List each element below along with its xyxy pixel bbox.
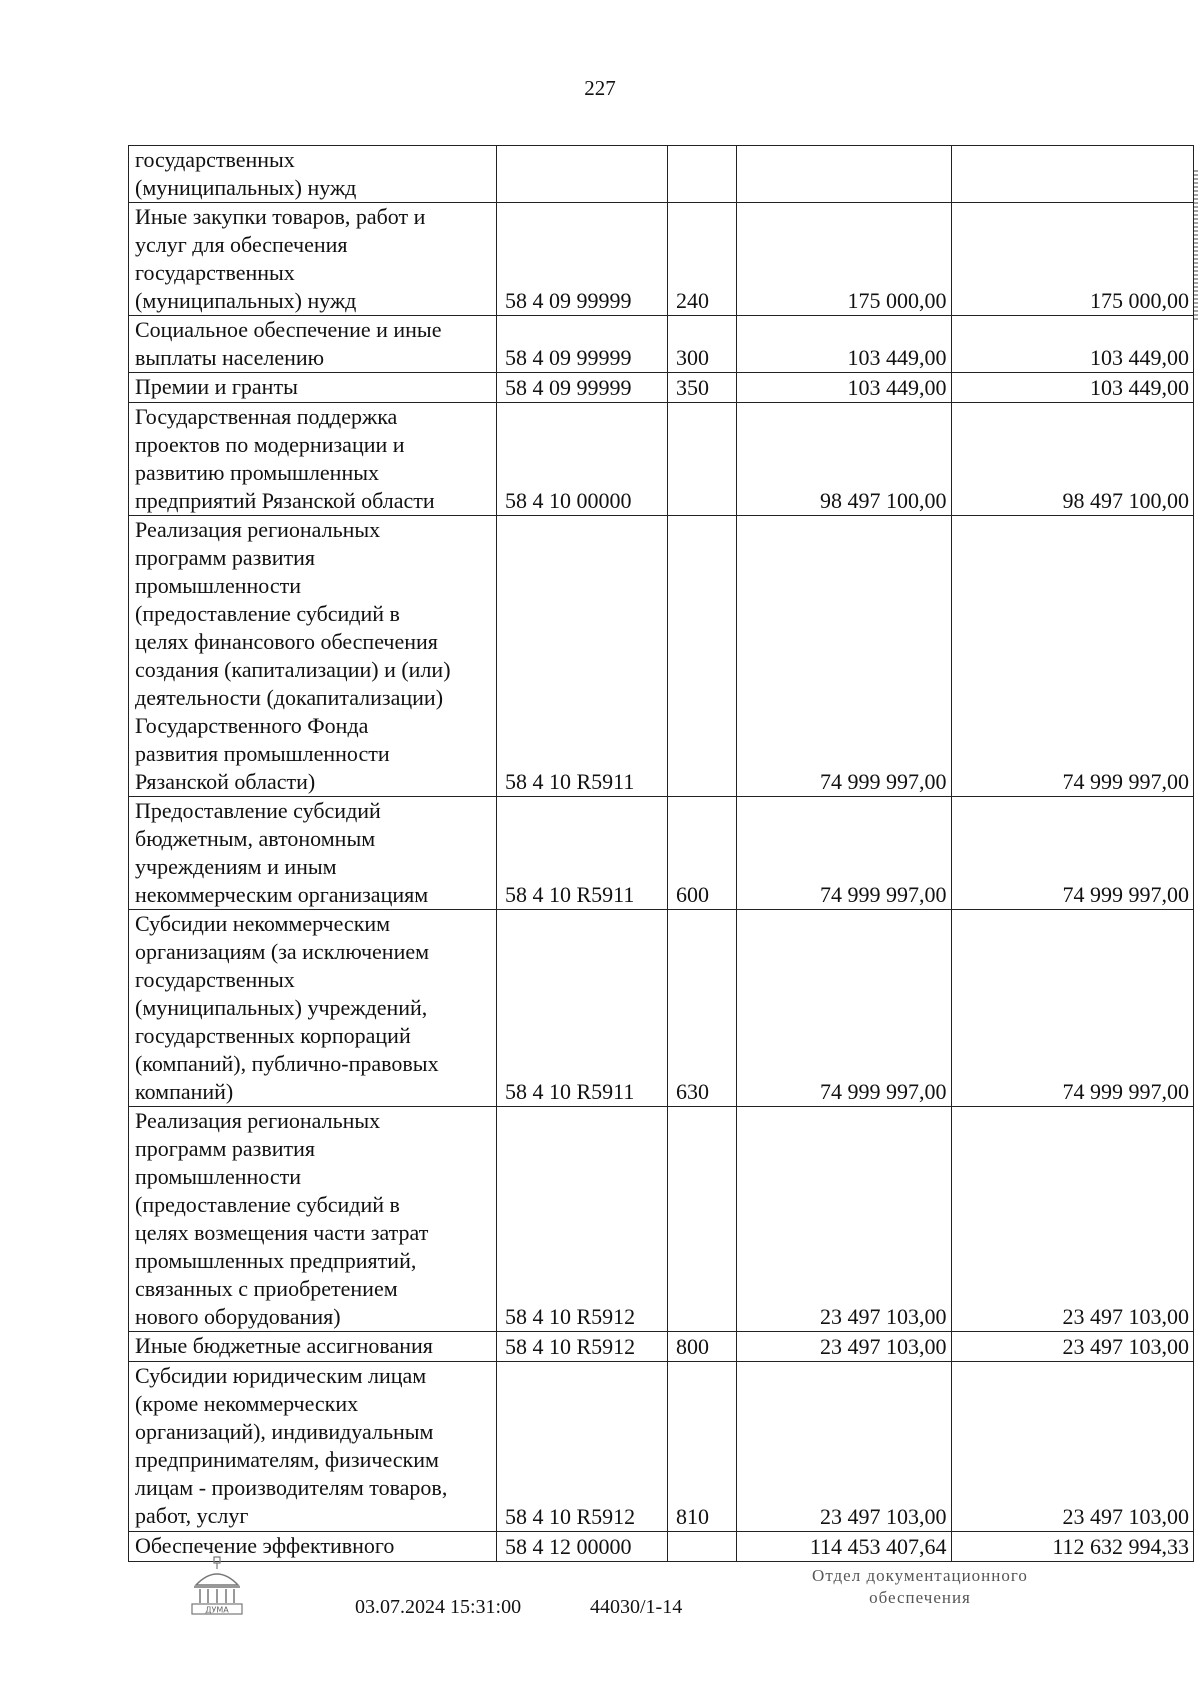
row-sum-2: 23 497 103,00 [951,1362,1193,1532]
row-code: 58 4 09 99999 [496,203,667,316]
row-name: Субсидии юридическим лицам (кроме некоммерческих организаций), индивидуальным предпринимателям, физическим лицам - производителям товаров, работ, услуг [129,1362,497,1532]
row-type: 800 [667,1332,736,1362]
row-sum-1: 23 497 103,00 [737,1362,951,1532]
row-sum-2: 74 999 997,00 [951,910,1193,1107]
row-code: 58 4 10 R5911 [496,516,667,797]
row-sum-2 [951,146,1193,203]
row-name: Обеспечение эффективного [129,1532,497,1562]
row-name: Социальное обеспечение и иные выплаты населению [129,316,497,373]
row-sum-2: 23 497 103,00 [951,1107,1193,1332]
row-code: 58 4 09 99999 [496,316,667,373]
row-name: государственных (муниципальных) нужд [129,146,497,203]
row-name: Иные бюджетные ассигнования [129,1332,497,1362]
page-number: 227 [584,76,616,100]
row-sum-2: 112 632 994,33 [951,1532,1193,1562]
row-code: 58 4 10 R5911 [496,797,667,910]
row-name: Иные закупки товаров, работ и услуг для обеспечения государственных (муниципальных) нужд [129,203,497,316]
row-name: Государственная поддержка проектов по модернизации и развитию промышленных предприятий Рязанской области [129,403,497,516]
row-sum-2: 74 999 997,00 [951,797,1193,910]
table-row [129,1107,1194,1332]
table-row [129,316,1194,373]
row-sum-1: 74 999 997,00 [737,910,951,1107]
row-sum-2: 175 000,00 [951,203,1193,316]
row-type: 810 [667,1362,736,1532]
row-name: Субсидии некоммерческим организациям (за исключением государственных (муниципальных) учреждений, государственных корпораций (компаний), публично-правовых компаний) [129,910,497,1107]
row-sum-2: 103 449,00 [951,373,1193,403]
row-sum-1 [737,146,951,203]
row-sum-1: 23 497 103,00 [737,1107,951,1332]
row-type [667,1532,736,1562]
row-code: 58 4 09 99999 [496,373,667,403]
row-type: 630 [667,910,736,1107]
table-row [129,203,1194,316]
row-sum-1: 23 497 103,00 [737,1332,951,1362]
table-row [129,403,1194,516]
row-code: 58 4 12 00000 [496,1532,667,1562]
footer-date: 03.07.2024 15:31:00 [355,1596,522,1618]
row-code: 58 4 10 R5911 [496,910,667,1107]
row-sum-1: 98 497 100,00 [737,403,951,516]
row-name: Реализация региональных программ развития промышленности (предоставление субсидий в целях возмещения части затрат промышленных предприятий, связанных с приобретением нового оборудования) [129,1107,497,1332]
row-sum-1: 175 000,00 [737,203,951,316]
row-sum-1: 74 999 997,00 [737,797,951,910]
row-name: Реализация региональных программ развития промышленности (предоставление субсидий в целях финансового обеспечения создания (капитализации) и (или) деятельности (докапитализации) Государственного Фонда развития промышленности Рязанской области) [129,516,497,797]
table-row [129,1332,1194,1362]
budget-table [128,145,1194,1562]
table-row [129,797,1194,910]
row-sum-2: 74 999 997,00 [951,516,1193,797]
table-row [129,1362,1194,1532]
emblem-text: ДУМА [205,1605,229,1615]
row-code: 58 4 10 R5912 [496,1332,667,1362]
row-name: Предоставление субсидий бюджетным, автономным учреждениям и иным некоммерческим организациям [129,797,497,910]
table-row [129,1532,1194,1562]
table-row [129,146,1194,203]
row-code: 58 4 10 R5912 [496,1107,667,1332]
table-row [129,373,1194,403]
table-row [129,910,1194,1107]
row-code [496,146,667,203]
row-code: 58 4 10 00000 [496,403,667,516]
row-sum-2: 23 497 103,00 [951,1332,1193,1362]
row-type: 300 [667,316,736,373]
row-type: 600 [667,797,736,910]
row-code: 58 4 10 R5912 [496,1362,667,1532]
row-type [667,403,736,516]
row-sum-1: 103 449,00 [737,316,951,373]
row-sum-2: 103 449,00 [951,316,1193,373]
row-name: Премии и гранты [129,373,497,403]
row-sum-1: 74 999 997,00 [737,516,951,797]
row-type [667,146,736,203]
row-type [667,1107,736,1332]
footer-department-stamp: Отдел документационного обеспечения [812,1566,1028,1607]
row-sum-2: 98 497 100,00 [951,403,1193,516]
row-type [667,516,736,797]
table-row [129,516,1194,797]
row-type: 240 [667,203,736,316]
row-sum-1: 103 449,00 [737,373,951,403]
row-type: 350 [667,373,736,403]
duma-emblem-icon [188,1555,246,1617]
row-sum-1: 114 453 407,64 [737,1532,951,1562]
footer-document-number: 44030/1-14 [590,1596,683,1618]
